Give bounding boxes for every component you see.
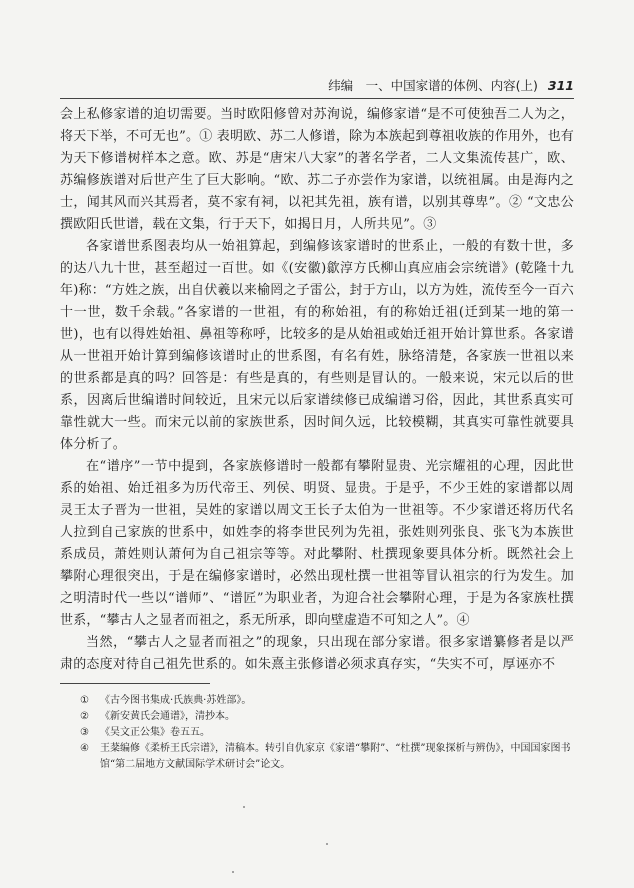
paragraph: 在“谱序”一节中提到，各家族修谱时一般都有攀附显贵、光宗耀祖的心理，因此世系的始祖、始迁祖多为历代帝王、列侯、明贤、显贵。于是乎，不少王姓的家谱都以周灵王太子晋为一世祖，吴姓的家谱以周文王长子太伯为一世祖等。不少家谱还将历代名人拉到自己家族的世系中，如姓李的将李世民列为先祖，张姓则列张良、张飞为本族世系成员，萧姓则认萧何为自己祖宗等等。对此攀附、杜撰现象要具体分析。既然社会上攀附心理很突出，于是在编修家谱时，必然出现杜撰一世祖等冒认祖宗的行为发生。加之明清时代一些以“谱师”、“谱匠”为职业者，为迎合社会攀附心理，于是为各家族杜撰世系，“攀古人之显者而祖之，系无所承，即向壁虚造不可知之人”。④ [60,459,574,628]
header-rule [60,98,574,99]
footnote-text: 《吴文正公集》卷五五。 [100,727,210,738]
page-number: 311 [547,78,574,93]
footnote-mark: ② [80,711,89,722]
running-header [60,76,574,96]
paragraph: 各家谱世系图表均从一始祖算起，到编修该家谱时的世系止，一般的有数十世，多的达八九十世，甚至超过一百世。如《(安徽)歙淳方氏柳山真应庙会宗统谱》(乾隆十九年)称：“方姓之族，出自伏羲以来榆罔之子雷公，封于方山，以方为姓，流传至今一百六十一世，数千余载。”各家谱的一世祖，有的称始祖，有的称始迁祖(迁到某一地的第一世)，也有以得姓始祖、鼻祖等称呼，比较多的是从始祖或始迁祖开始计算世系。各家谱从一世祖开始计算到编修该谱时止的世系图，有名有姓，脉络清楚，各家族一世祖以来的世系都是真的吗？回答是：有些是真的，有些则是冒认的。一般来说，宋元以后的世系，因离后世编谱时间较近，且宋元以后家谱续修已成编谱习俗，因此，其世系真实可靠性就大一些。而宋元以前的家族世系，因时间久远，比较模糊，其真实可靠性就要具体分析了。 [60,239,574,452]
footnote-mark: ① [80,695,89,706]
footnote-mark: ③ [80,727,89,738]
paragraph: 当然，“攀古人之显者而祖之”的现象，只出现在部分家谱。很多家谱纂修者是以严肃的态度对待自己祖先世系的。如朱熹主张修谱必须求真存实，“失实不可，厚诬亦不 [60,635,574,672]
footnotes [80,693,574,773]
footnote [80,709,574,725]
footnote [80,725,574,741]
running-title: 纬编 一、中国家谱的体例、内容(上) [328,78,538,93]
footnote-text: 王棻编修《柔桥王氏宗谱》，清稿本。转引自仇家京《家谱“攀附”、“杜撰”现象探析与辨伪》，中国国家图书馆“第二届地方文献国际学术研讨会”论文。 [100,743,571,770]
footnote-mark: ④ [80,743,89,754]
scan-speck [243,806,245,808]
paragraph: 会上私修家谱的迫切需要。当时欧阳修曾对苏洵说，编修家谱“是不可使独吾二人为之，将天下举，不可无也”。① 表明欧、苏二人修谱，除为本族起到尊祖收族的作用外，也有为天下修谱树样本之意。欧、苏是“唐宋八大家”的著名学者，二人文集流传甚广，欧、苏编修族谱对后世产生了巨大影响。“欧、苏二子亦尝作为家谱，以统祖属。由是海内之士，闻其风而兴其焉者，莫不家有祠，以祀其先祖，族有谱，以别其尊卑”。② “文忠公撰欧阳氏世谱，载在文集，行于天下，如揭日月，人所共见”。③ [60,107,574,232]
scan-speck [232,871,234,873]
body-text [60,104,574,676]
footnote-rule [60,683,210,684]
footnote [80,741,574,773]
footnote-text: 《新安黄氏会通谱》，清抄本。 [100,711,235,722]
scan-speck [326,843,328,845]
footnote-text: 《古今图书集成·氏族典·苏姓部》。 [100,695,252,706]
footnote [80,693,574,709]
